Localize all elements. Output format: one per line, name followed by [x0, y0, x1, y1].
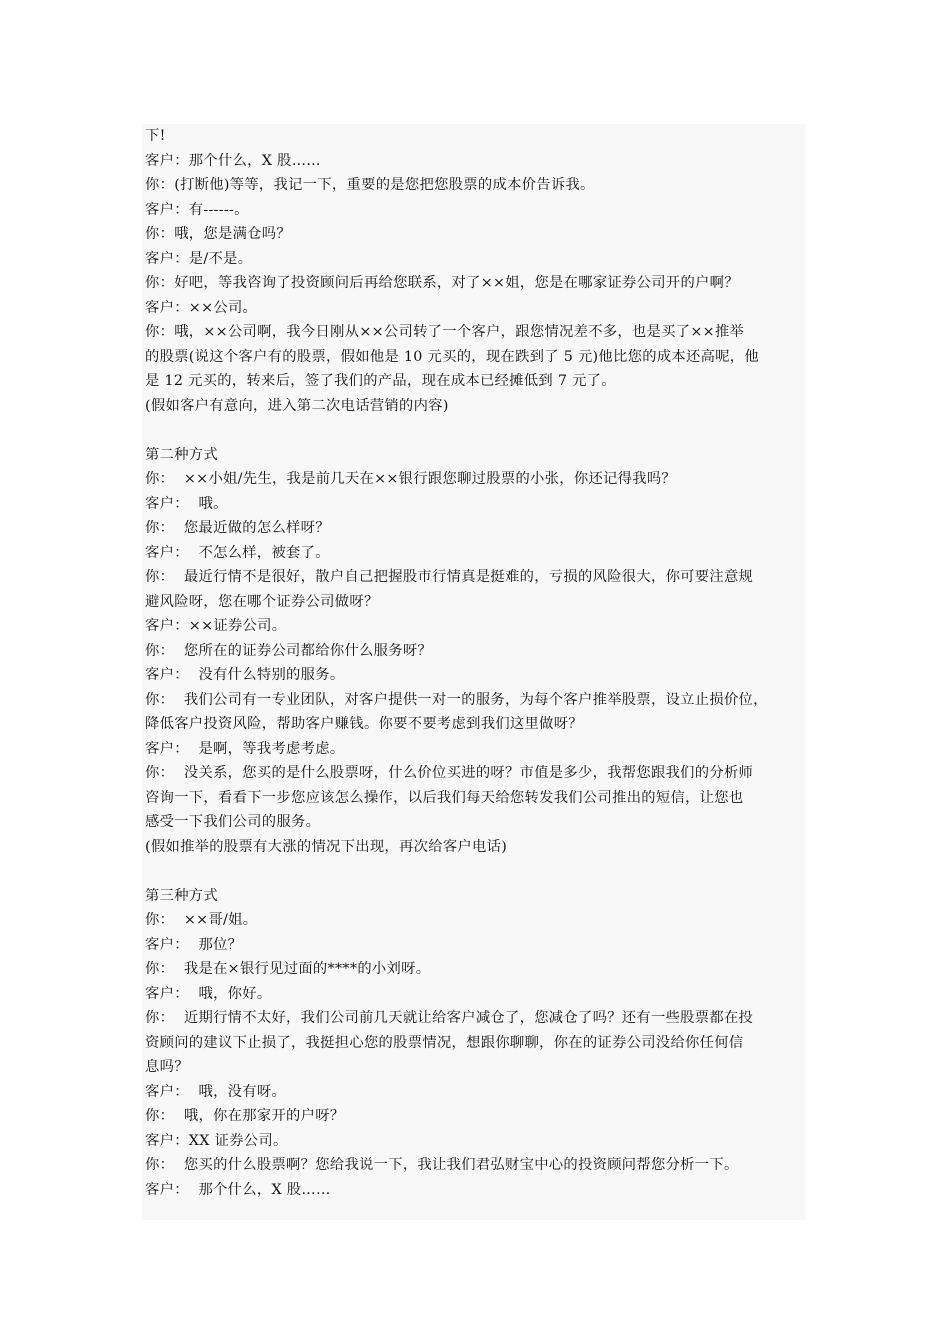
- text-line: 客户： 没有什么特别的服务。: [145, 667, 345, 683]
- text-line: 息吗？: [145, 1059, 189, 1075]
- text-line: 客户： 哦，没有呀。: [145, 1083, 287, 1100]
- text-line: 客户： 是啊，等我考虑考虑。: [145, 740, 345, 757]
- text-line: 你：哦，您是满仓吗？: [145, 226, 291, 242]
- text-line: 第三种方式: [145, 887, 218, 904]
- text-line: 客户： 哦。: [145, 495, 228, 512]
- text-line: 你： ××哥/姐。: [145, 912, 258, 928]
- text-line: 你： 我是在×银行见过面的****的小刘呀。: [145, 961, 431, 977]
- text-line: 降低客户投资风险，帮助客户赚钱。你要不要考虑到我们这里做呀？: [145, 716, 583, 732]
- text-line: 客户：有------。: [145, 201, 249, 218]
- text-line: 下!: [145, 128, 166, 144]
- text-line: 你：(打断他)等等，我记一下，重要的是您把您股票的成本价告诉我。: [145, 177, 595, 193]
- text-line: 是 12 元买的，转来后，签了我们的产品，现在成本已经摊低到 7 元了。: [145, 373, 616, 389]
- text-line: 避风险呀，您在哪个证券公司做呀？: [145, 593, 379, 610]
- text-line: 第二种方式: [145, 446, 218, 463]
- text-line: 客户：××公司。: [145, 299, 258, 316]
- text-line: 客户： 哦，你好。: [145, 985, 272, 1002]
- text-line: 客户：XX 证券公司。: [145, 1132, 288, 1149]
- text-line: (假如推举的股票有大涨的情况下出现，再次给客户电话): [145, 838, 508, 855]
- text-line: 你： 您所在的证券公司都给你什么服务呀？: [145, 642, 433, 659]
- text-line: 客户：那个什么，X 股……: [145, 152, 321, 169]
- text-line: 你： 近期行情不太好，我们公司前几天就让给客户减仓了，您减仓了吗？还有一些股票都在投: [145, 1010, 754, 1026]
- text-block: [142, 124, 806, 1220]
- text-line: 你： 您最近做的怎么样呀？: [145, 520, 330, 536]
- text-line: (假如客户有意向，进入第二次电话营销的内容): [145, 397, 449, 414]
- text-line: 你： 没关系，您买的是什么股票呀，什么价位买进的呀？市值是多少，我帮您跟我们的分析师: [145, 765, 754, 781]
- text-line: 你： 哦，你在那家开的户呀？: [145, 1108, 345, 1124]
- text-line: 客户： 那个什么，X 股……: [145, 1181, 331, 1198]
- text-line: 客户： 那位？: [145, 936, 243, 953]
- text-line: 你： ××小姐/先生，我是前几天在××银行跟您聊过股票的小张，你还记得我吗？: [145, 471, 677, 487]
- dialogue-script: [145, 124, 817, 1202]
- text-line: 咨询一下，看看下一步您应该怎么操作，以后我们每天给您转发我们公司推出的短信，让您也: [145, 789, 744, 806]
- text-line: 你：哦，××公司啊，我今日刚从××公司转了一个客户，跟您情况差不多，也是买了××推举: [145, 324, 745, 340]
- text-line: [145, 859, 817, 884]
- text-line: 客户：是/不是。: [145, 250, 253, 267]
- text-line: 你：好吧，等我咨询了投资顾问后再给您联系，对了××姐，您是在哪家证券公司开的户啊？: [145, 275, 739, 291]
- text-line: [145, 418, 817, 443]
- text-line: 你： 您买的什么股票啊？您给我说一下，我让我们君弘财宝中心的投资顾问帮您分析一下。: [145, 1157, 739, 1173]
- text-line: 客户： 不怎么样，被套了。: [145, 544, 330, 561]
- text-line: 客户：××证券公司。: [145, 618, 287, 634]
- text-line: 你： 我们公司有一专业团队，对客户提供一对一的服务，为每个客户推举股票，设立止损价位，: [145, 691, 768, 708]
- text-line: 你： 最近行情不是很好，散户自己把握股市行情真是挺难的，亏损的风险很大，你可要注意规: [145, 569, 754, 585]
- text-line: 感受一下我们公司的服务。: [145, 814, 321, 830]
- text-line: 的股票(说这个客户有的股票，假如他是 10 元买的，现在跌到了 5 元)他比您的成本还高呢，他: [145, 348, 759, 365]
- text-line: 资顾问的建议下止损了，我挺担心您的股票情况，想跟你聊聊，你在的证券公司没给你任何信: [145, 1034, 744, 1051]
